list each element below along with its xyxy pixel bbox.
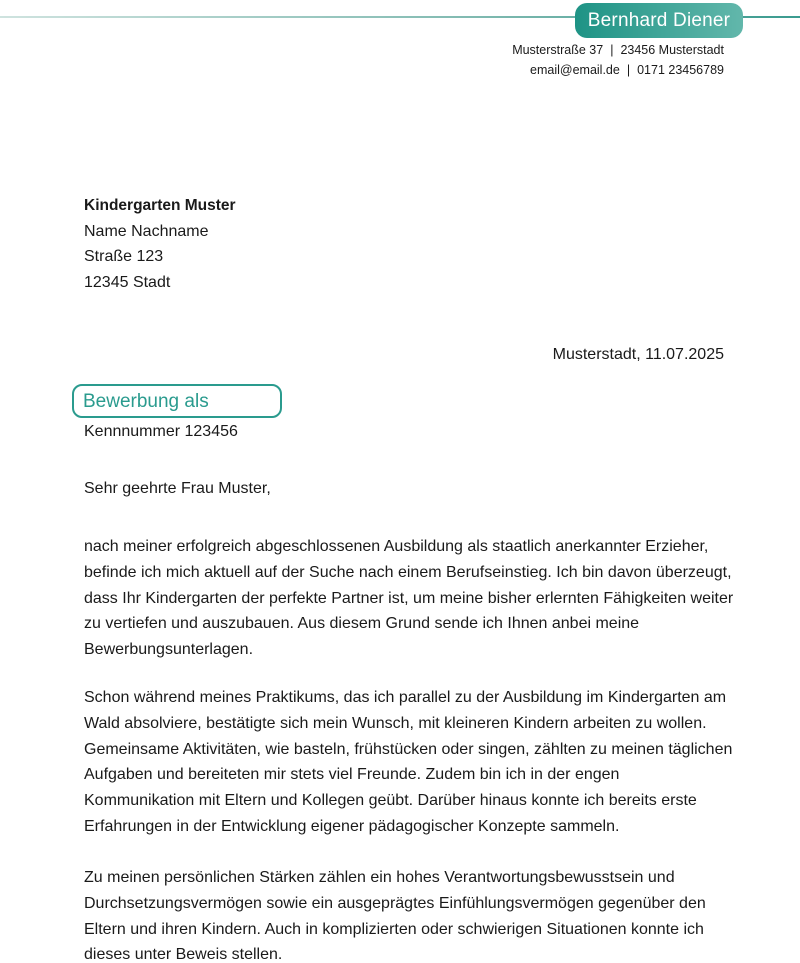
sender-street: Musterstraße 37 — [512, 43, 604, 57]
sender-address — [512, 43, 724, 57]
reference-number: Kennnummer 123456 — [84, 423, 238, 440]
body-paragraph: nach meiner erfolgreich abgeschlossenen Ausbildung als staatlich anerkannter Erzieher, befinde ich mich aktuell auf der Suche nach einem Berufseinstieg. Ich bin davon überzeugt, dass Ihr Kindergarten der perfekte Partner ist, um meine bisher erlernten Fähigkeiten weiter zu vertiefen und auszubauen. Aus diesem Grund sende ich Ihnen anbei meine Bewerbungsunterlagen. — [84, 538, 734, 659]
subject-box — [72, 384, 282, 418]
body-paragraph: Zu meinen persönlichen Stärken zählen ein hohes Verantwortungsbewusstsein und Durchsetzungsvermögen sowie ein ausgeprägtes Einfühlungsvermögen gegenüber den Eltern und ihren Kindern. Auch in komplizierten oder schwierigen Situationen konnte ich dieses unter Beweis stellen. — [84, 869, 706, 963]
letter-date: Musterstadt, 11.07.2025 — [552, 346, 724, 363]
recipient-company: Kindergarten Muster — [84, 197, 236, 214]
salutation: Sehr geehrte Frau Muster, — [84, 480, 271, 497]
separator: | — [610, 43, 614, 57]
body-paragraph: Schon während meines Praktikums, das ich parallel zu der Ausbildung im Kindergarten am Wald absolviere, bestätigte sich mein Wunsch, mit kleineren Kindern arbeiten zu wollen. Gemeinsame Aktivitäten, wie basteln, frühstücken oder singen, zählten zu meinen täglichen Aufgaben und bereiteten mir stets viel Freunde. Zudem bin ich in der engen Kommunikation mit Eltern und Kollegen geübt. Darüber hinaus konnte ich bereits erste Erfahrungen in der Entwicklung eigener pädagogischer Konzepte sammeln. — [84, 689, 733, 835]
sender-city: 23456 Musterstadt — [620, 43, 724, 57]
recipient-city: 12345 Stadt — [84, 273, 171, 291]
recipient-contact: Name Nachname — [84, 222, 209, 240]
sender-contact — [530, 63, 724, 77]
separator: | — [626, 63, 631, 77]
subject-title: Bewerbung als — [83, 391, 209, 412]
sender-email: email@email.de — [530, 63, 620, 77]
sender-name-badge: Bernhard Diener — [575, 3, 743, 38]
sender-phone: 0171 23456789 — [637, 63, 724, 77]
recipient-street: Straße 123 — [84, 248, 164, 265]
recipient-block — [84, 193, 236, 295]
